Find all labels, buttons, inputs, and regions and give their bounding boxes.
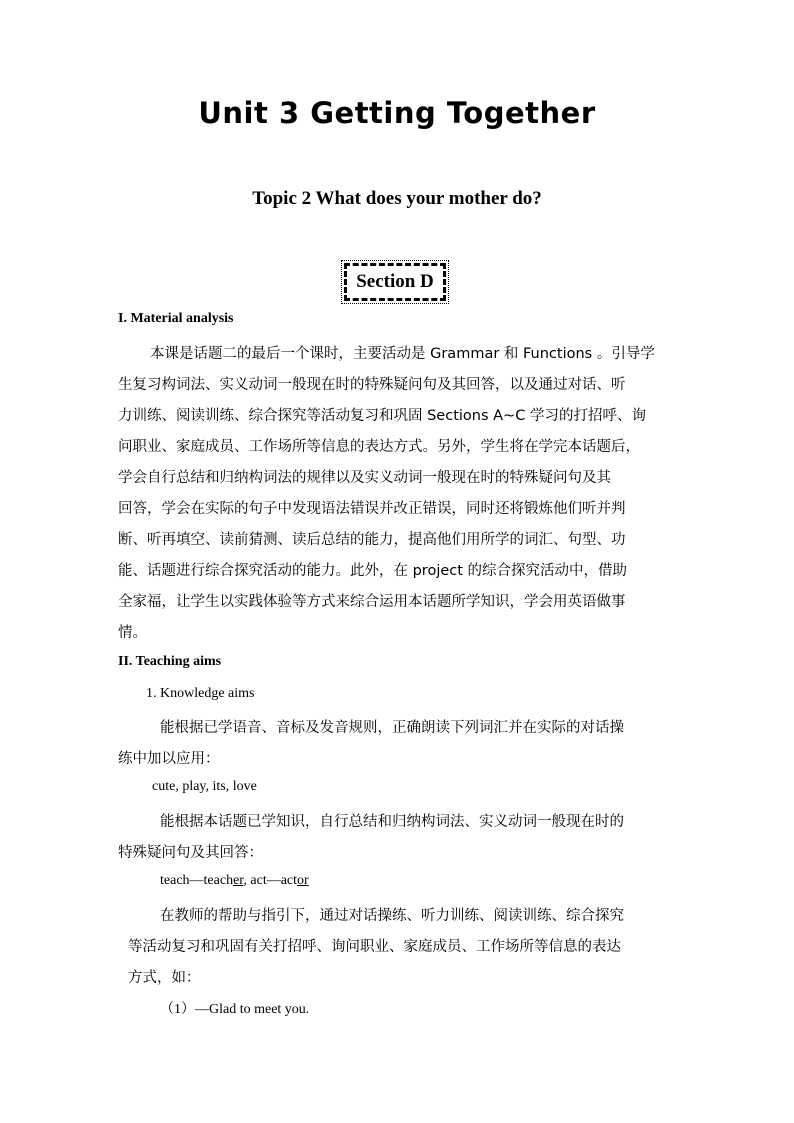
unit-title: Unit 3 Getting Together <box>198 96 596 130</box>
paragraph-line: 全家福，让学生以实践体验等方式来综合运用本话题所学知识，学会用英语做事 <box>118 594 626 610</box>
example-dialogue-line: （1）—Glad to meet you. <box>160 1002 310 1017</box>
vocabulary-list: cute, play, its, love <box>152 779 257 794</box>
paragraph-line: 能根据已学语音、音标及发音规则，正确朗读下列词汇并在实际的对话操 <box>160 720 624 736</box>
topic-title: Topic 2 What does your mother do? <box>252 188 542 209</box>
paragraph-line: 断、听再填空、读前猜测、读后总结的能力，提高他们用所学的词汇、句型、功 <box>118 532 626 548</box>
section-badge <box>344 263 446 301</box>
paragraph-line: 特殊疑问句及其回答： <box>118 845 263 861</box>
paragraph-line: 回答，学会在实际的句子中发现语法错误并改正错误，同时还将锻炼他们听并判 <box>118 501 626 517</box>
paragraph-line: 学会自行总结和归纳构词法的规律以及实义动词一般现在时的特殊疑问句及其 <box>118 470 611 486</box>
word-formation-text: teach—teach <box>160 873 234 888</box>
paragraph-line: 力训练、阅读训练、综合探究等活动复习和巩固 Sections A~C 学习的打招呼、询 <box>118 408 646 424</box>
paragraph-line: 能、话题进行综合探究活动的能力。此外，在 project 的综合探究活动中，借助 <box>118 563 628 579</box>
word-formation-examples <box>160 873 309 889</box>
paragraph-line: 问职业、家庭成员、工作场所等信息的表达方式。另外，学生将在学完本话题后， <box>118 439 640 455</box>
paragraph-line: 情。 <box>118 625 147 641</box>
paragraph-line: 在教师的帮助与指引下，通过对话操练、听力训练、阅读训练、综合探究 <box>160 908 624 924</box>
material-analysis-heading: I. Material analysis <box>118 311 234 326</box>
paragraph-line: 能根据本话题已学知识，自行总结和归纳构词法、实义动词一般现在时的 <box>160 814 624 830</box>
paragraph-line: 方式，如： <box>128 970 201 986</box>
paragraph-line: 等活动复习和巩固有关打招呼、询问职业、家庭成员、工作场所等信息的表达 <box>128 939 621 955</box>
suffix-or: or <box>297 873 309 888</box>
paragraph-line: 练中加以应用： <box>118 751 220 767</box>
suffix-er: er <box>233 873 244 888</box>
paragraph-line: 生复习构词法、实义动词一般现在时的特殊疑问句及其回答，以及通过对话、听 <box>118 377 626 393</box>
paragraph-line: 本课是话题二的最后一个课时，主要活动是 Grammar 和 Functions 。引导学 <box>150 346 655 362</box>
section-label: Section D <box>356 271 434 292</box>
teaching-aims-heading: II. Teaching aims <box>118 654 222 669</box>
word-formation-text: , act—act <box>243 873 298 888</box>
knowledge-aims-heading: 1. Knowledge aims <box>146 686 255 701</box>
